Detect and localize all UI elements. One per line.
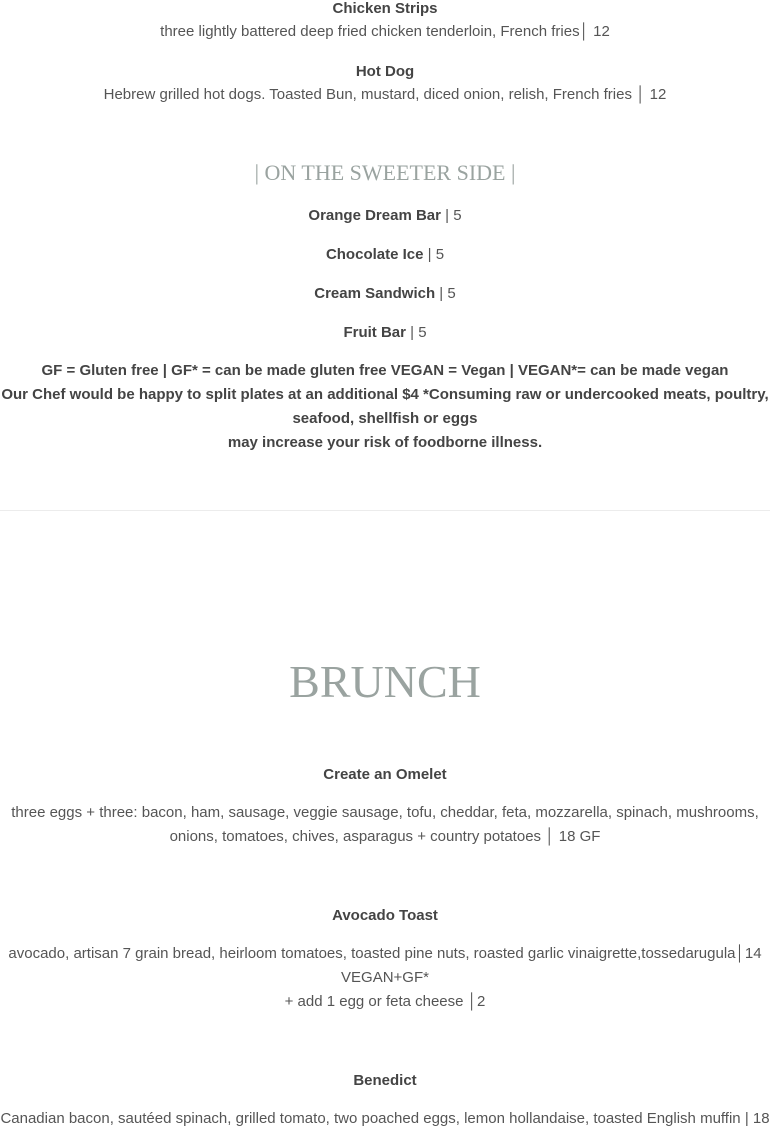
hot-dog-desc: Hebrew grilled hot dogs. Toasted Bun, mustard, diced onion, relish, French fries │ 12: [103, 86, 667, 103]
omelet-name: Create an Omelet: [323, 766, 447, 783]
benedict-name: Benedict: [353, 1072, 417, 1089]
sweet-item-chocolate-ice: [0, 246, 770, 263]
sweeter-side-title: | ON THE SWEETER SIDE |: [254, 160, 516, 185]
sweet-item-price: | 5: [440, 207, 462, 224]
sweet-item-cream-sandwich: [0, 285, 770, 302]
omelet-desc: three eggs + three: bacon, ham, sausage, veggie sausage, tofu, cheddar, feta, mozzarella, spinach, mushrooms, onions, tomatoes, chives, asparagus + country potatoes │ 18 GF: [11, 804, 759, 845]
sweet-item-name: Orange Dream Bar: [308, 207, 441, 224]
chicken-strips-name: Chicken Strips: [332, 0, 438, 17]
sweet-item-name: Fruit Bar: [343, 324, 406, 341]
sweet-item-price: | 5: [423, 246, 445, 263]
sweet-item-price: | 5: [405, 324, 427, 341]
avocado-toast-desc: avocado, artisan 7 grain bread, heirloom tomatoes, toasted pine nuts, roasted garlic vinaigrette,tossedarugula│14 VEGAN+GF*: [8, 945, 762, 986]
avocado-toast-name: Avocado Toast: [332, 907, 438, 924]
sweet-item-fruit-bar: [0, 324, 770, 341]
dietary-legend: GF = Gluten free | GF* = can be made gluten free VEGAN = Vegan | VEGAN*= can be made vegan: [41, 362, 729, 379]
sweet-item-name: Chocolate Ice: [325, 246, 424, 263]
chicken-strips-desc: three lightly battered deep fried chicken tenderloin, French fries│ 12: [160, 23, 610, 40]
split-plate-note: Our Chef would be happy to split plates at an additional $4 *Consuming raw or undercooked meats, poultry, seafood, shellfish or eggs: [1, 386, 769, 427]
sweet-item-name: Cream Sandwich: [314, 285, 436, 302]
avocado-toast-addon: + add 1 egg or feta cheese │2: [284, 993, 486, 1010]
benedict-desc: Canadian bacon, sautéed spinach, grilled tomato, two poached eggs, lemon hollandaise, toasted English muffin | 18: [0, 1110, 770, 1127]
hot-dog-name: Hot Dog: [355, 63, 415, 80]
sweet-item-price: | 5: [435, 285, 456, 302]
foodborne-warning: may increase your risk of foodborne illness.: [227, 434, 543, 451]
sweet-item-orange-dream-bar: [0, 207, 770, 224]
brunch-title: BRUNCH: [289, 656, 481, 707]
section-divider: [0, 510, 770, 511]
